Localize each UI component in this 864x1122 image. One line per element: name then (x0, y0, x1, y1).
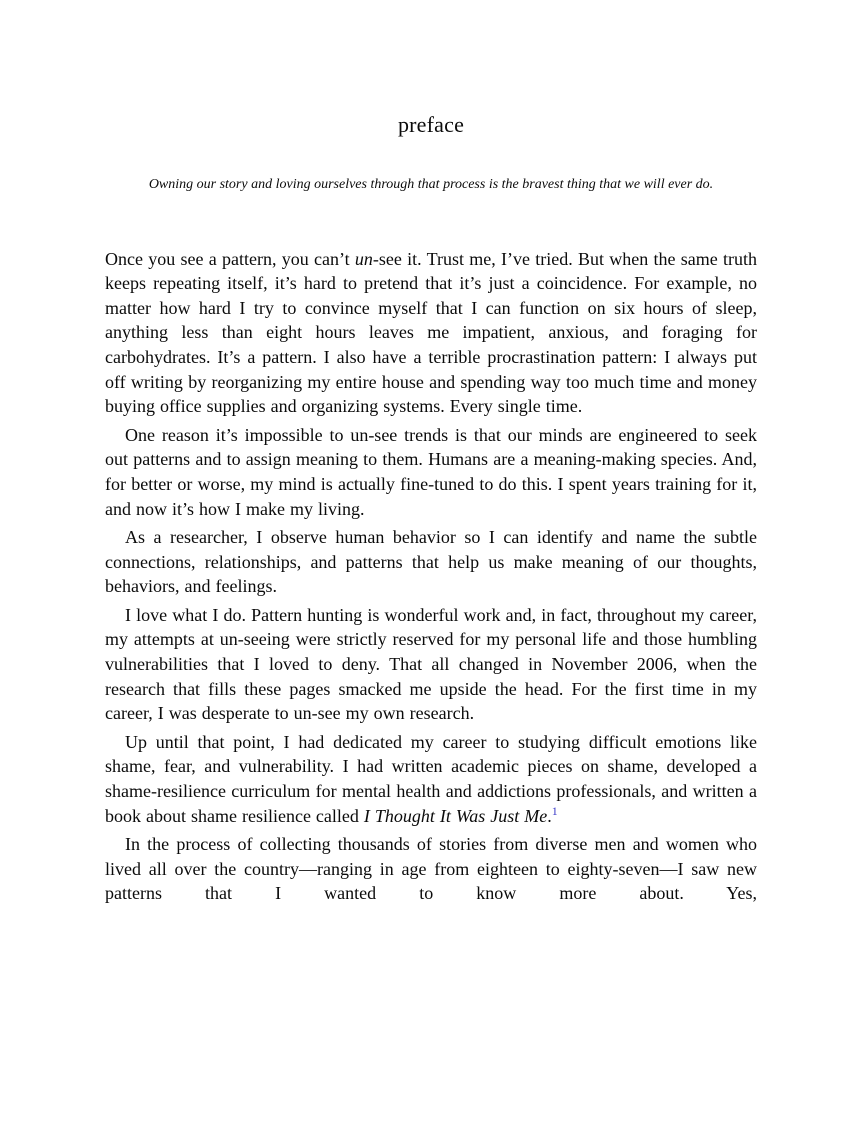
italic-text: un (354, 248, 373, 269)
epigraph: Owning our story and loving ourselves through that process is the bravest thing that we will ever do. (148, 177, 714, 193)
paragraph (105, 525, 757, 599)
paragraph (105, 423, 757, 521)
text-run: One reason it’s impossible to un-see trends is that our minds are engineered to seek out patterns and to assign meaning to them. Humans are a meaning-making species. And, for better or worse, my mind is actually fine-tuned to do this. I spent years training for it, and now it’s how I make my living. (105, 424, 757, 519)
text-run: -see it. Trust me, I’ve tried. But when the same truth keeps repeating itself, it’s hard to pretend that it’s just a coincidence. For example, no matter how hard I try to convince myself that I can function on six hours of sleep, anything less than eight hours leaves me impatient, anxious, and foraging for carbohydrates. It’s a pattern. I also have a terrible procrastination pattern: I always put off writing by reorganizing my entire house and spending way too much time and money buying office supplies and organizing systems. Every single time. (105, 248, 757, 417)
text-run: I love what I do. Pattern hunting is wonderful work and, in fact, throughout my career, my attempts at un-seeing were strictly reserved for my personal life and those humbling vulnerabilities that I loved to deny. That all changed in November 2006, when the research that fills these pages smacked me upside the head. For the first time in my career, I was desperate to un-see my own research. (105, 604, 757, 724)
paragraph (105, 247, 757, 419)
body-text (105, 247, 757, 906)
footnote-link[interactable]: 1 (551, 803, 558, 818)
paragraph (105, 730, 757, 828)
text-run: In the process of collecting thousands of stories from diverse men and women who lived all over the country—ranging in age from eighteen to eighty-seven—I saw new patterns that I wanted to know more about. Yes, (105, 834, 757, 904)
text-run: . (547, 805, 552, 826)
italic-text: I Thought It Was Just Me (363, 805, 548, 826)
text-run: Up until that point, I had dedicated my career to studying difficult emotions like shame, fear, and vulnerability. I had written academic pieces on shame, developed a shame-resilience curriculum for mental health and addictions professionals, and written a book about shame resilience called (105, 731, 757, 826)
text-run: Once you see a pattern, you can’t (105, 248, 355, 269)
text-run: As a researcher, I observe human behavior so I can identify and name the subtle connections, relationships, and patterns that help us make meaning of our thoughts, behaviors, and feelings. (105, 527, 757, 597)
paragraph (105, 603, 757, 726)
chapter-title: preface (397, 112, 465, 137)
paragraph (105, 832, 757, 906)
